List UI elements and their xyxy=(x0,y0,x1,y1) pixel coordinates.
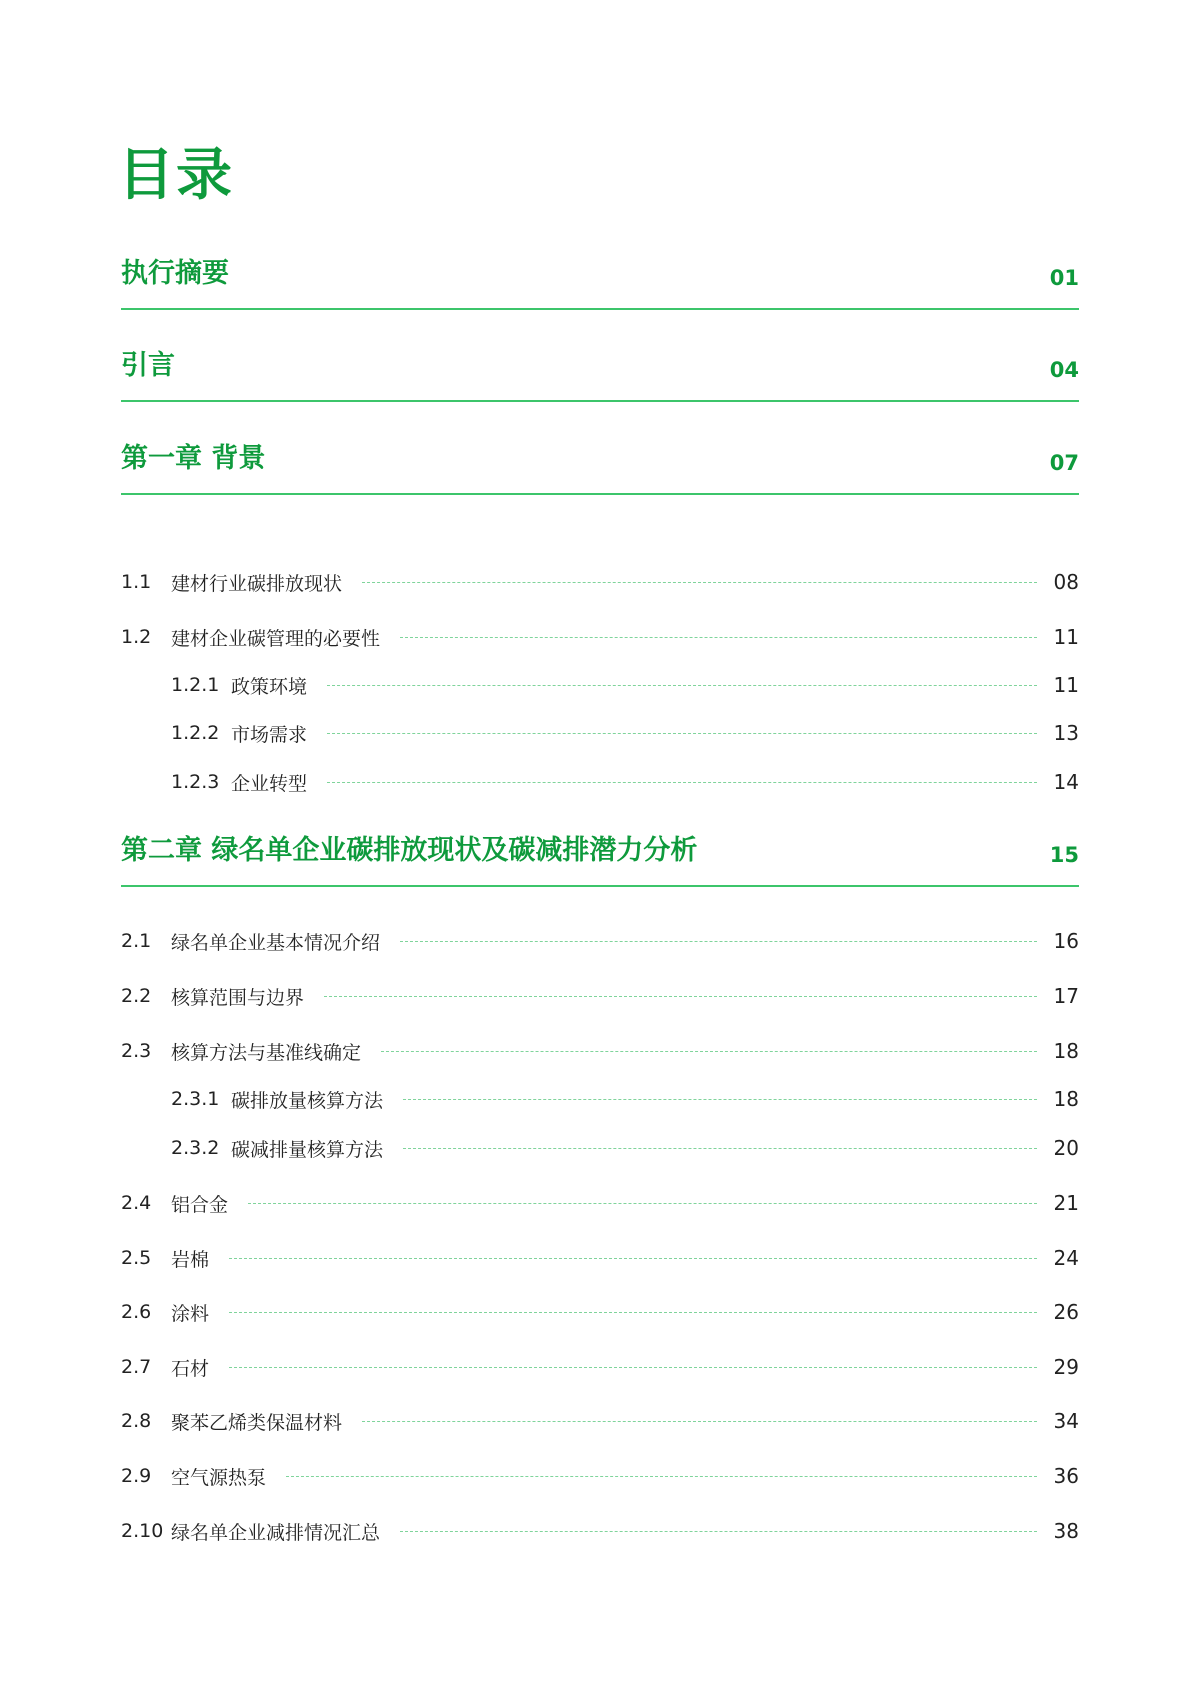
entry-page-number: 18 xyxy=(1053,1039,1079,1063)
toc-entry-2-8[interactable] xyxy=(121,1406,1079,1436)
page-title: 目录 xyxy=(118,143,234,208)
toc-chapter-2[interactable] xyxy=(121,827,1079,887)
entry-label: 建材企业碳管理的必要性 xyxy=(171,627,381,650)
toc-entry-2-3[interactable] xyxy=(121,1036,1079,1066)
entry-number: 2.6 xyxy=(121,1301,152,1323)
toc-entry-2-3-1[interactable] xyxy=(171,1084,1079,1114)
dotted-leader xyxy=(400,1531,1037,1532)
chapter-page-number: 15 xyxy=(1049,843,1079,867)
chapter-title: 第二章 绿名单企业碳排放现状及碳减排潜力分析 xyxy=(121,835,698,866)
entry-label: 碳减排量核算方法 xyxy=(231,1138,384,1161)
dotted-leader xyxy=(327,733,1037,734)
entry-page-number: 36 xyxy=(1053,1464,1079,1488)
entry-label: 市场需求 xyxy=(231,723,308,746)
entry-label: 石材 xyxy=(171,1357,210,1380)
toc-entry-1-1[interactable] xyxy=(121,567,1079,597)
chapter-page-number: 07 xyxy=(1049,451,1079,475)
entry-page-number: 24 xyxy=(1053,1246,1079,1270)
toc-entry-2-4[interactable] xyxy=(121,1188,1079,1218)
toc-entry-1-2-3[interactable] xyxy=(171,767,1079,797)
entry-number: 2.7 xyxy=(121,1356,152,1378)
toc-entry-2-7[interactable] xyxy=(121,1352,1079,1382)
entry-label: 企业转型 xyxy=(231,772,308,795)
entry-number: 1.2.3 xyxy=(171,771,220,793)
toc-entry-2-9[interactable] xyxy=(121,1461,1079,1491)
entry-label: 政策环境 xyxy=(231,675,308,698)
entry-label: 聚苯乙烯类保温材料 xyxy=(171,1411,343,1434)
dotted-leader xyxy=(229,1258,1037,1259)
entry-page-number: 16 xyxy=(1053,929,1079,953)
entry-label: 绿名单企业减排情况汇总 xyxy=(171,1521,381,1544)
entry-label: 核算范围与边界 xyxy=(171,986,305,1009)
dotted-leader xyxy=(327,685,1037,686)
entry-number: 2.2 xyxy=(121,985,152,1007)
entry-label: 铝合金 xyxy=(171,1193,229,1216)
entry-page-number: 38 xyxy=(1053,1519,1079,1543)
entry-number: 2.10 xyxy=(121,1520,164,1542)
dotted-leader xyxy=(400,941,1037,942)
entry-number: 1.2.1 xyxy=(171,674,220,696)
entry-page-number: 21 xyxy=(1053,1191,1079,1215)
dotted-leader xyxy=(229,1312,1037,1313)
entry-page-number: 17 xyxy=(1053,984,1079,1008)
chapter-page-number: 04 xyxy=(1049,358,1079,382)
toc-chapter-intro[interactable] xyxy=(121,342,1079,402)
entry-page-number: 29 xyxy=(1053,1355,1079,1379)
entry-number: 2.1 xyxy=(121,930,152,952)
entry-page-number: 26 xyxy=(1053,1300,1079,1324)
entry-page-number: 34 xyxy=(1053,1409,1079,1433)
dotted-leader xyxy=(362,1421,1037,1422)
entry-number: 2.9 xyxy=(121,1465,152,1487)
toc-entry-1-2-1[interactable] xyxy=(171,670,1079,700)
entry-label: 涂料 xyxy=(171,1302,210,1325)
toc-entry-2-3-2[interactable] xyxy=(171,1133,1079,1163)
entry-number: 1.2 xyxy=(121,626,152,648)
entry-number: 1.2.2 xyxy=(171,722,220,744)
entry-page-number: 20 xyxy=(1053,1136,1079,1160)
entry-page-number: 14 xyxy=(1053,770,1079,794)
dotted-leader xyxy=(381,1051,1037,1052)
toc-entry-2-6[interactable] xyxy=(121,1297,1079,1327)
entry-page-number: 11 xyxy=(1053,673,1079,697)
chapter-page-number: 01 xyxy=(1049,266,1079,290)
entry-number: 1.1 xyxy=(121,571,152,593)
entry-label: 空气源热泵 xyxy=(171,1466,267,1489)
dotted-leader xyxy=(248,1203,1037,1204)
toc-entry-2-5[interactable] xyxy=(121,1243,1079,1273)
chapter-title: 第一章 背景 xyxy=(121,443,266,474)
entry-number: 2.4 xyxy=(121,1192,152,1214)
toc-entry-1-2[interactable] xyxy=(121,622,1079,652)
toc-entry-2-10[interactable] xyxy=(121,1516,1079,1546)
dotted-leader xyxy=(403,1099,1037,1100)
toc-entry-1-2-2[interactable] xyxy=(171,718,1079,748)
dotted-leader xyxy=(324,996,1037,997)
entry-number: 2.8 xyxy=(121,1410,152,1432)
entry-page-number: 08 xyxy=(1053,570,1079,594)
toc-entry-2-1[interactable] xyxy=(121,926,1079,956)
toc-entry-2-2[interactable] xyxy=(121,981,1079,1011)
entry-number: 2.3 xyxy=(121,1040,152,1062)
entry-label: 建材行业碳排放现状 xyxy=(171,572,343,595)
dotted-leader xyxy=(362,582,1037,583)
entry-page-number: 13 xyxy=(1053,721,1079,745)
toc-chapter-1[interactable] xyxy=(121,435,1079,495)
entry-page-number: 18 xyxy=(1053,1087,1079,1111)
entry-number: 2.3.2 xyxy=(171,1137,220,1159)
toc-chapter-summary[interactable] xyxy=(121,250,1079,310)
chapter-title: 引言 xyxy=(121,350,175,381)
entry-page-number: 11 xyxy=(1053,625,1079,649)
entry-label: 碳排放量核算方法 xyxy=(231,1089,384,1112)
entry-label: 岩棉 xyxy=(171,1248,210,1271)
dotted-leader xyxy=(286,1476,1037,1477)
dotted-leader xyxy=(327,782,1037,783)
chapter-title: 执行摘要 xyxy=(121,258,229,289)
dotted-leader xyxy=(403,1148,1037,1149)
entry-label: 绿名单企业基本情况介绍 xyxy=(171,931,381,954)
entry-number: 2.5 xyxy=(121,1247,152,1269)
dotted-leader xyxy=(229,1367,1037,1368)
entry-number: 2.3.1 xyxy=(171,1088,220,1110)
dotted-leader xyxy=(400,637,1037,638)
entry-label: 核算方法与基准线确定 xyxy=(171,1041,362,1064)
